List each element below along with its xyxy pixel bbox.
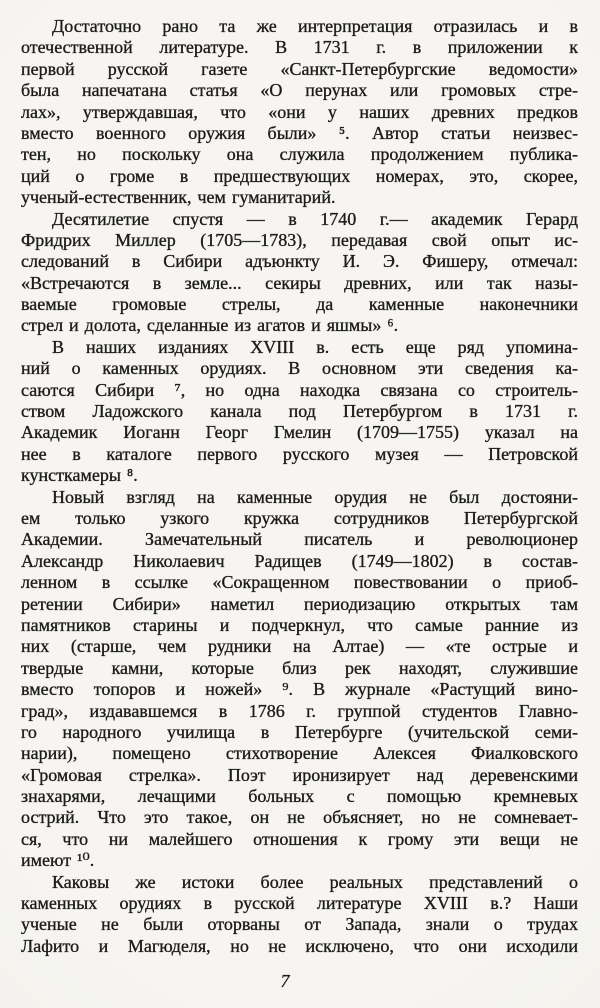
text-line: ем только узкого кружка сотрудников Петербургской [21,507,578,528]
text-line: нее в каталоге первого русского музея — Петровской [21,443,578,464]
text-line: ний о каменных орудиях. В основном эти сведения ка- [21,358,578,379]
text-line: ством Ладожского канала под Петербургом в 1731 г. [21,401,578,422]
text-line: отечественной литературе. В 1731 г. в приложении к [21,37,578,58]
text-line: тен, но поскольку она служила продолжением публика- [21,144,578,165]
text-line: «Встречаются в земле... секиры древних, или так назы- [21,272,578,293]
text-line: кунсткамеры ⁸. [21,465,138,486]
text-line: го народного училища в Петербурге (учительской семи- [21,721,578,742]
text-line: ся, что ни малейшего отношения к грому эти вещи не [21,828,578,849]
text-line: В наших изданиях XVIII в. есть еще ряд упомина- [52,336,578,357]
text-line: Новый взгляд на каменные орудия не был достояни- [52,486,578,507]
text-line: нарии), помещено стихотворение Алексея Фиалковского [21,743,578,764]
page-number: 7 [280,971,290,991]
text-line: Фридрих Миллер (1705—1783), передавая свой опыт ис- [21,229,578,250]
page-text [21,16,578,957]
text-line: Академик Иоганн Георг Гмелин (1709—1755) указал на [21,422,578,443]
text-line: острий. Что это такое, он не объясняет, но не сомневает- [21,807,578,828]
text-line: Каковы же истоки более реальных представлений о [52,871,578,892]
text-line: ваемые громовые стрелы, да каменные наконечники [21,294,578,315]
text-line: ций о громе в предшествующих номерах, это, скорее, [21,165,578,186]
text-line: Александр Николаевич Радищев (1749—1802) в состав- [21,550,578,571]
text-line: «Громовая стрелка». Поэт иронизирует над деревенскими [21,764,578,785]
text-line: них (старше, чем рудники на Алтае) — «те острые и [21,636,578,657]
text-line: вместо военного оружия были» ⁵. Автор статьи неизвес- [21,122,578,143]
text-line: знахарями, лечащими больных с помощью кремневых [21,786,578,807]
text-line: первой русской газете «Санкт-Петербургские ведомости» [21,58,578,79]
text-line: Лафито и Магюделя, но не исключено, что они исходили [21,935,578,956]
text-line: стрел и долота, сделанные из агатов и яшмы» ⁶. [21,315,399,336]
text-line: саются Сибири ⁷, но одна находка связана со строитель- [21,379,578,400]
text-line: вместо топоров и ножей» ⁹. В журнале «Растущий вино- [21,679,578,700]
text-line: следований в Сибири адъюнкту И. Э. Фишеру, отмечал: [21,251,578,272]
text-line: Десятилетие спустя — в 1740 г.— академик Герард [52,208,578,229]
text-line: Академии. Замечательный писатель и революционер [21,529,578,550]
text-line: была напечатана статья «О перунах или громовых стре- [21,80,578,101]
text-line: ленном в ссылке «Сокращенном повествовании о приоб- [21,572,578,593]
text-line: имеют ¹⁰. [21,850,95,871]
text-line: Достаточно рано та же интерпретация отразилась и в [52,16,578,36]
text-line: каменных орудиях в русской литературе XVIII в.? Наши [21,893,578,914]
text-line: ретении Сибири» наметил периодизацию открытых там [21,593,578,614]
text-line: град», издававшемся в 1786 г. группой студентов Главно- [21,700,578,721]
text-line: памятников старины и подчеркнул, что самые ранние из [21,614,578,635]
text-line: ученый-естественник, чем гуманитарий. [21,187,336,208]
text-line: лах», утверждавшая, что «они у наших древних предков [21,101,578,122]
text-line: твердые камни, которые близ рек находят, служившие [21,657,578,678]
text-line: ученые не были оторваны от Запада, знали о трудах [21,914,578,935]
